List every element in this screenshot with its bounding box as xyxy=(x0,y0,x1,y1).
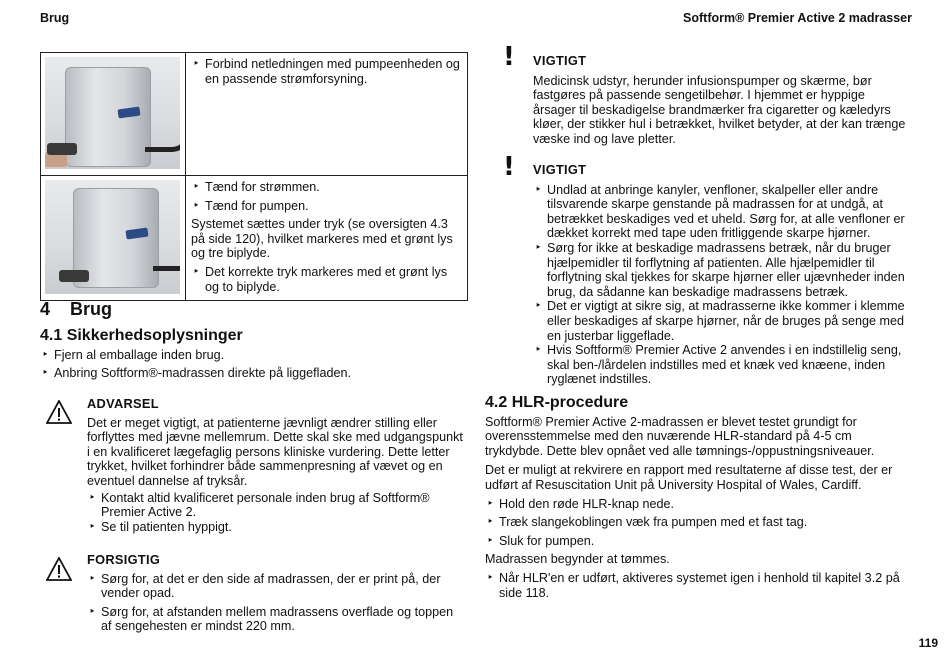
caution-label: FORSIGTIG xyxy=(87,552,161,567)
section-title: 4.2 HLR-procedure xyxy=(485,394,629,411)
list-item: ‣ Fjern al emballage inden brug. xyxy=(40,348,466,363)
exclamation-icon: ! xyxy=(503,152,515,182)
list-item: ‣ Når HLR'en er udført, aktiveres systemet igen i henhold til kapitel 3.2 på side 118. xyxy=(485,571,913,600)
warning-label: ADVARSEL xyxy=(87,396,159,411)
section-title: 4.1 Sikkerhedsoplysninger xyxy=(40,327,243,344)
section-heading: 4 Brug xyxy=(40,299,113,319)
list-item: ‣ Træk slangekoblingen væk fra pumpen med et fast tag. xyxy=(485,515,913,530)
list-item: ‣ Sluk for pumpen. xyxy=(485,534,913,549)
caution-triangle-icon xyxy=(46,557,72,581)
table-row xyxy=(41,53,467,176)
paragraph: Det er muligt at rekvirere en rapport med resultaterne af disse test, der er udført af Resuscitation Unit på University Hospital of Wales, Cardiff. xyxy=(485,463,893,492)
list-item: ‣ Sørg for ikke at beskadige madrassens betræk, når du bruger hjælpemidler til forflytning af patienten. Alle hjælpemidler til forflytning skal tjekkes for skarpe hjørner eller ujævnheder inden brug, da sådanne kan beskadige madrassens betræk. xyxy=(533,241,911,299)
list-item: ‣ Se til patienten hyppigt. xyxy=(87,520,465,535)
forsigtig-block xyxy=(87,553,465,634)
list-item: ‣ Hvis Softform® Premier Active 2 anvendes i en indstillelig seng, skal ben-/lårdelen indstilles med et knæk ved knæene, inden ryglænet indstilles. xyxy=(533,343,911,387)
list-item: ‣ Det er vigtigt at sikre sig, at madrasserne ikke kommer i klemme eller beskadiges af skarpe hjørner, når de bruges på senge med en justerbar liggeflade. xyxy=(533,299,911,343)
important-label: VIGTIGT xyxy=(533,53,587,68)
page-number: 119 xyxy=(918,636,938,650)
list-item: ‣ Anbring Softform®-madrassen direkte på liggefladen. xyxy=(40,366,466,381)
vigtigt-block-2 xyxy=(533,163,911,387)
list-item: ‣ Sørg for, at det er den side af madrassen, der er print på, der vender opad. xyxy=(87,572,465,601)
running-header-left: Brug xyxy=(40,11,70,25)
important-label: VIGTIGT xyxy=(533,162,587,177)
pump-unit-photo xyxy=(45,180,180,294)
list-item: ‣ Forbind netledningen med pumpeenheden og en passende strømforsyning. xyxy=(191,57,463,86)
running-header-right: Softform® Premier Active 2 madrasser xyxy=(683,11,912,25)
paragraph: Systemet sættes under tryk (se oversigten 4.3 på side 120), hvilket markeres med et grønt lys og tre biplyde. xyxy=(191,217,453,261)
list-item: ‣ Hold den røde HLR-knap nede. xyxy=(485,497,913,512)
advarsel-block xyxy=(87,397,465,534)
pump-unit-photo xyxy=(45,57,180,169)
warning-triangle-icon xyxy=(46,400,72,424)
exclamation-icon: ! xyxy=(503,42,515,72)
list-item: ‣ Tænd for strømmen. xyxy=(191,180,463,195)
list-item: ‣ Det korrekte tryk markeres med et grønt lys og to biplyde. xyxy=(191,265,463,294)
vigtigt-block-1 xyxy=(533,54,911,147)
paragraph: Medicinsk udstyr, herunder infusionspumper og skærme, bør fastgøres på passende sengetilbehør. I hjemmet er hyppige årsager til beskadigelse brandmærker fra cigaretter og kæledyrs kløer, der stikker hul i betrækket, hvilket betyder, at der kan trænge væske ind og lave pletter. xyxy=(533,73,906,146)
table-row xyxy=(41,176,467,300)
list-item: ‣ Kontakt altid kvalificeret personale inden brug af Softform® Premier Active 2. xyxy=(87,491,465,520)
hlr-section xyxy=(485,396,913,600)
list-item: ‣ Undlad at anbringe kanyler, venfloner, skalpeller eller andre tilsvarende skarpe genstande på madrassen for at undgå, at betrækket beskadiges ved et uheld. Sørg for, at alle venfloner er dækket korrekt med tape uden fritliggende skarpe hjørner. xyxy=(533,183,911,241)
instruction-table xyxy=(40,52,468,301)
safety-section xyxy=(40,329,466,381)
paragraph: Det er meget vigtigt, at patienterne jævnligt ændrer stilling eller forflyttes med jævne mellemrum. Dette skal ske med udgangspunkt i en kvalificeret lægefaglig persons kliniske vurdering. Dette letter trykket, hvilket forhindrer både sammenpresning af vævet og en eventuel dannelse af tryksår. xyxy=(87,415,463,488)
paragraph: Madrassen begynder at tømmes. xyxy=(485,552,670,567)
photo-cell xyxy=(41,176,186,300)
list-item: ‣ Tænd for pumpen. xyxy=(191,199,463,214)
list-item: ‣ Sørg for, at afstanden mellem madrassens overflade og toppen af sengehesten er mindst 220 mm. xyxy=(87,605,465,634)
photo-cell xyxy=(41,53,186,175)
paragraph: Softform® Premier Active 2-madrassen er blevet testet grundigt for overensstemmelse med den nuværende HLR-standard på 4-5 cm trykdybde. Dette blev opnået ved alle tømnings-/oppustningsniveauer. xyxy=(485,414,875,458)
